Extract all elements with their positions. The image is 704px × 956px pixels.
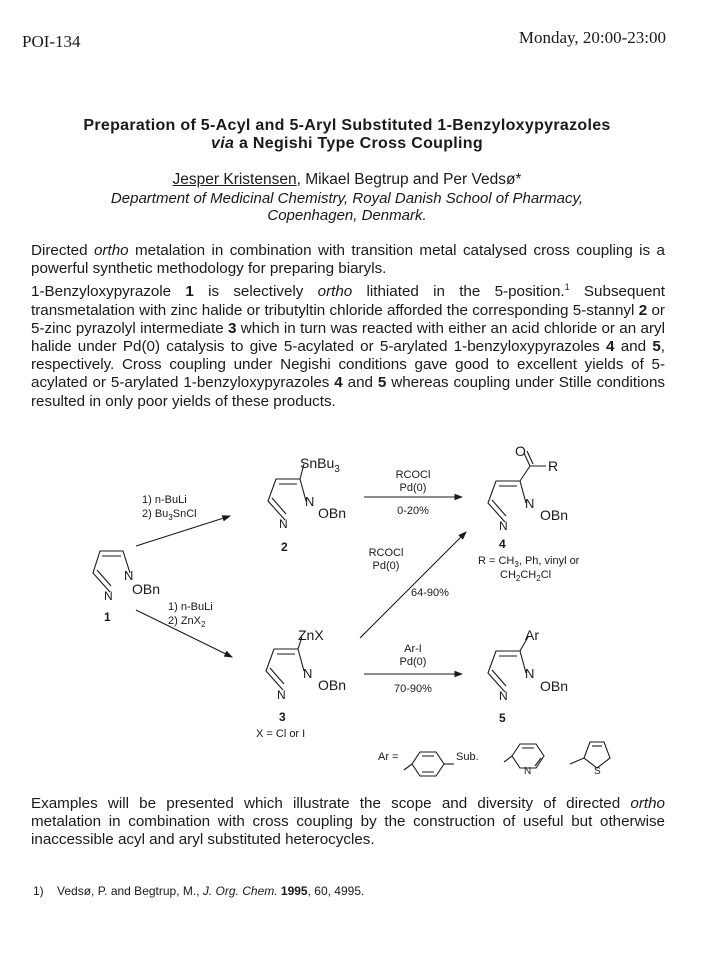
conclusion: Examples will be presented which illustrate the scope and diversity of directed ortho metalation in combination with cross coupling by the construction of useful but otherwise inaccessible acyl and aryl substituted heterocycles. — [31, 795, 665, 849]
n1-label-5: N — [525, 666, 535, 681]
pd-label-3: Pd(0) — [399, 656, 427, 668]
compound-1-number: 1 — [104, 610, 111, 624]
obn-label-4: OBn — [540, 507, 569, 523]
step2-reagent-2: 2) ZnX$_2$ — [168, 615, 206, 629]
presenting-author: Jesper Kristensen — [172, 171, 297, 188]
abstract-paragraph-1: Directed ortho metalation in combination with transition metal catalysed cross coupling is a powerful synthetic methodology for preparing biaryls. — [31, 242, 665, 278]
snbu3-label: SnBu$_3$ — [300, 455, 340, 475]
r-definition-2: $CH_2CH_2Cl$ — [500, 569, 552, 583]
title-via: via — [211, 135, 235, 152]
pd-label-2: Pd(0) — [372, 560, 400, 572]
n1-label-1: N — [124, 568, 134, 583]
pyrazole-ring-5 — [488, 637, 528, 692]
yield-label-3: 70-90% — [394, 683, 432, 695]
authors — [0, 171, 694, 189]
title-line-2 — [0, 135, 694, 153]
ari-label: Ar-I — [404, 643, 422, 655]
thiophene-ring — [570, 742, 610, 768]
step2-reagent-1: 1) n-BuLi — [168, 601, 213, 613]
yield-label-2: 64-90% — [411, 587, 449, 599]
session-time: Monday, 20:00-23:00 — [518, 28, 666, 47]
acyl-r-label: R — [548, 458, 559, 474]
pyridine-ring — [504, 744, 544, 768]
znx-label: ZnX — [298, 627, 324, 643]
substituent-label: Sub. — [456, 751, 479, 763]
n2-label-5: N — [499, 689, 508, 703]
abstract — [31, 242, 665, 411]
n1-label-2: N — [305, 494, 315, 509]
abstract-paragraph-2: 1-Benzyloxypyrazole 1 is selectively ortho lithiated in the 5-position.$^1$ Subsequent transmetalation with zinc halide or tributyltin chloride afforded the corresponding 5-stannyl 2 or 5-zinc pyrazolyl intermediate 3 which in turn was reacted with either an acid chloride or an aryl halide under Pd(0) catalysis to give 5-acylated or 5-arylated 1-benzyloxypyrazoles 4 and 5, respectively. Cross coupling under Negishi conditions gave good to excellent yields of 5-acylated or 5-arylated 1-benzyloxypyrazoles 4 and 5 whereas coupling under Stille conditions resulted in only poor yields of these products. — [31, 282, 666, 410]
obn-label-3: OBn — [318, 677, 347, 693]
rcocl-label-1: RCOCl — [395, 469, 431, 481]
arrow-1-to-2 — [136, 516, 230, 546]
step1-reagent-2: 2) $Bu_3SnCl$ — [142, 508, 197, 522]
compound-2-number: 2 — [281, 540, 288, 554]
pyrazole-ring-3 — [266, 637, 304, 690]
title-line-2-text: a Negishi Type Cross Coupling — [234, 135, 483, 152]
pyrazole-ring-2 — [268, 464, 306, 520]
n2-label-3: N — [277, 688, 286, 702]
n1-label-4: N — [525, 496, 535, 511]
compound-5-number: 5 — [499, 711, 506, 725]
compound-4-number: 4 — [499, 537, 506, 551]
obn-label-5: OBn — [540, 678, 569, 694]
step1-reagent-1: 1) n-BuLi — [142, 494, 187, 506]
n2-label-2: N — [279, 517, 288, 531]
poster-code: POI-134 — [22, 32, 81, 51]
obn-label-1: OBn — [132, 581, 161, 597]
obn-label-2: OBn — [318, 505, 347, 521]
n2-label-4: N — [499, 519, 508, 533]
x-definition: X = Cl or I — [256, 728, 306, 740]
n2-label-1: N — [104, 589, 113, 603]
co-authors: , Mikael Begtrup and Per Vedsø* — [296, 171, 522, 188]
n1-label-3: N — [303, 666, 313, 681]
rcocl-label-2: RCOCl — [368, 547, 404, 559]
ar-definition-label: Ar = — [378, 751, 399, 763]
benzene-ring — [404, 752, 454, 776]
affiliation-line-1: Department of Medicinal Chemistry, Royal Danish School of Pharmacy, — [110, 190, 584, 207]
reaction-scheme — [0, 440, 704, 790]
pd-label-1: Pd(0) — [399, 482, 427, 494]
r-definition-1: $R = CH_3$, Ph, vinyl or — [478, 555, 580, 569]
compound-3-number: 3 — [279, 710, 286, 724]
affiliation-line-2: Copenhagen, Denmark. — [267, 207, 427, 224]
pyridine-n-label: N — [524, 766, 532, 777]
reference: 1) Vedsø, P. and Begtrup, M., J. Org. Chem. 1995, 60, 4995. — [33, 884, 365, 898]
title-line-1: Preparation of 5-Acyl and 5-Aryl Substituted 1-Benzyloxypyrazoles — [83, 117, 611, 134]
aryl-ar-label: Ar — [525, 627, 539, 643]
yield-label-1: 0-20% — [397, 505, 429, 517]
thiophene-s-label: S — [594, 766, 601, 777]
carbonyl-o-label: O — [515, 443, 526, 459]
pyrazole-ring-4 — [488, 451, 546, 522]
